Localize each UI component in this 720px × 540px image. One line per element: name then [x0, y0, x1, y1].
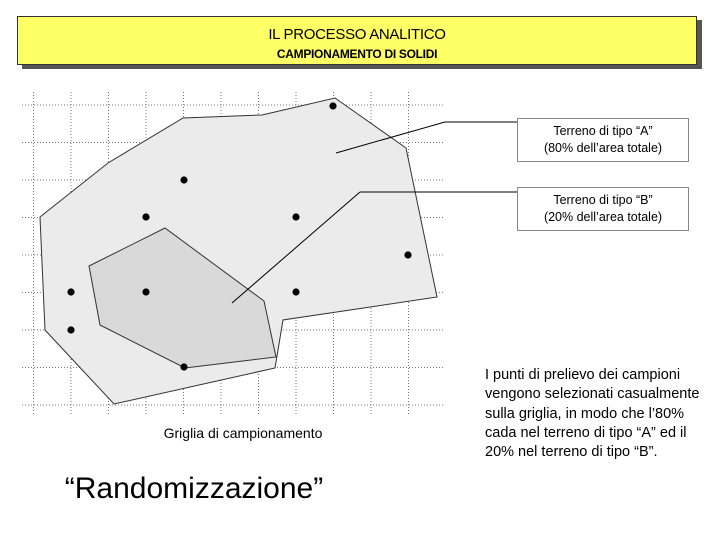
grid-label: Griglia di campionamento — [163, 425, 323, 441]
callout-a-detail: (80% dell’area totale) — [543, 141, 663, 155]
callout-terrain-b — [517, 187, 689, 231]
sampling-point — [67, 326, 74, 333]
sampling-point — [142, 213, 149, 220]
sampling-point — [404, 251, 411, 258]
sampling-point — [142, 288, 149, 295]
sampling-point — [180, 176, 187, 183]
callout-terrain-a — [517, 118, 689, 162]
sampling-point — [180, 363, 187, 370]
callout-b-title: Terreno di tipo “B” — [553, 193, 653, 207]
sampling-point — [329, 102, 336, 109]
randomization-title: “Randomizzazione” — [64, 472, 324, 505]
page-subtitle: CAMPIONAMENTO DI SOLIDI — [276, 47, 438, 61]
sampling-point — [67, 288, 74, 295]
sampling-point — [292, 213, 299, 220]
callout-a-title: Terreno di tipo “A” — [553, 124, 653, 138]
page-title: IL PROCESSO ANALITICO — [268, 26, 446, 43]
callout-b-detail: (20% dell’area totale) — [543, 210, 663, 224]
sampling-point — [292, 288, 299, 295]
description-text: I punti di prelievo dei campioni vengono selezionati casualmente sulla griglia, in modo che l’80% cada nel terreno di tipo “A” ed il 20% nel terreno di tipo “B”. — [485, 367, 700, 461]
